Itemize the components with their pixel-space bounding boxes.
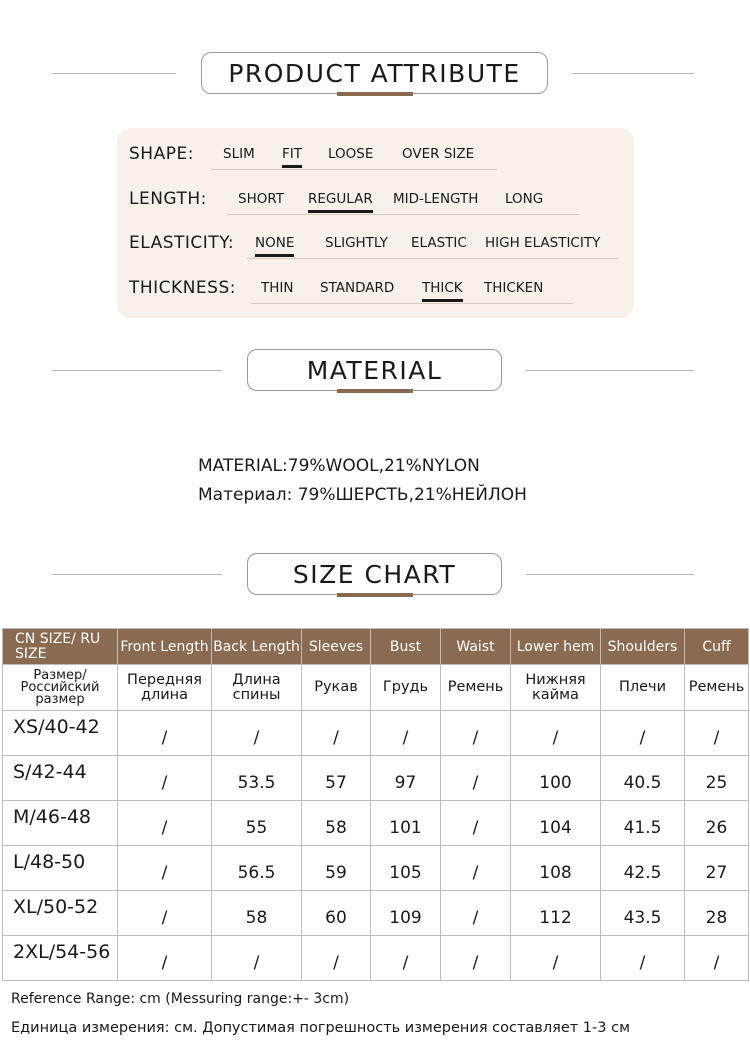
value-cell: 27 xyxy=(685,846,749,891)
header-cell: Front Length xyxy=(118,629,212,665)
value-cell: / xyxy=(511,936,601,981)
table-header-row xyxy=(3,629,749,665)
material-en: MATERIAL:79%WOOL,21%NYLON xyxy=(198,456,480,476)
header-cell: CN SIZE/ RU SIZE xyxy=(3,629,118,665)
value-cell: 58 xyxy=(212,891,302,936)
value-cell: / xyxy=(511,711,601,756)
header-cell: Cuff xyxy=(685,629,749,665)
subheader-cell: Грудь xyxy=(371,665,441,711)
subheader-cell: Плечи xyxy=(601,665,685,711)
section-title: MATERIAL xyxy=(306,355,443,385)
option-thicken: THICKEN xyxy=(484,280,544,296)
size-cell: M/46-48 xyxy=(3,801,118,846)
attribute-panel xyxy=(117,128,634,318)
option-elastic: ELASTIC xyxy=(411,235,467,251)
divider-left xyxy=(52,370,222,371)
row-baseline xyxy=(247,258,619,259)
row-baseline xyxy=(211,169,497,170)
value-cell: 59 xyxy=(302,846,371,891)
value-cell: 100 xyxy=(511,756,601,801)
option-slim: SLIM xyxy=(223,146,255,162)
option-slightly: SLIGHTLY xyxy=(325,235,388,251)
value-cell: / xyxy=(371,936,441,981)
option-high-elasticity: HIGH ELASTICITY xyxy=(485,235,601,251)
divider-right xyxy=(526,574,694,575)
section-title-box xyxy=(247,553,502,595)
attribute-label: ELASTICITY: xyxy=(129,233,235,253)
value-cell: / xyxy=(118,756,212,801)
value-cell: / xyxy=(441,891,511,936)
section-title: PRODUCT ATTRIBUTE xyxy=(228,58,521,88)
value-cell: 25 xyxy=(685,756,749,801)
value-cell: 58 xyxy=(302,801,371,846)
value-cell: 105 xyxy=(371,846,441,891)
value-cell: / xyxy=(441,711,511,756)
value-cell: / xyxy=(441,936,511,981)
divider-left xyxy=(52,574,222,575)
value-cell: 41.5 xyxy=(601,801,685,846)
table-row xyxy=(3,891,749,936)
value-cell: 42.5 xyxy=(601,846,685,891)
option-mid-length: MID-LENGTH xyxy=(393,191,479,207)
value-cell: 108 xyxy=(511,846,601,891)
value-cell: 101 xyxy=(371,801,441,846)
header-cell: Back Length xyxy=(212,629,302,665)
value-cell: / xyxy=(302,936,371,981)
table-subheader-row xyxy=(3,665,749,711)
title-underline xyxy=(337,593,413,597)
header-cell: Shoulders xyxy=(601,629,685,665)
value-cell: / xyxy=(685,936,749,981)
value-cell: / xyxy=(601,936,685,981)
table-row xyxy=(3,936,749,981)
value-cell: 55 xyxy=(212,801,302,846)
row-baseline xyxy=(227,214,579,215)
section-title-box xyxy=(247,349,502,391)
option-long: LONG xyxy=(505,191,544,207)
value-cell: / xyxy=(441,846,511,891)
table-row xyxy=(3,756,749,801)
value-cell: 57 xyxy=(302,756,371,801)
subheader-cell: Ремень xyxy=(685,665,749,711)
value-cell: 40.5 xyxy=(601,756,685,801)
value-cell: / xyxy=(441,801,511,846)
value-cell: 104 xyxy=(511,801,601,846)
option-short: SHORT xyxy=(238,191,284,207)
footer-note-ru: Единица измерения: см. Допустимая погрешность измерения составляет 1-3 см xyxy=(11,1020,631,1036)
value-cell: 60 xyxy=(302,891,371,936)
divider-left xyxy=(52,73,176,74)
attribute-label: SHAPE: xyxy=(129,144,194,164)
attribute-label: THICKNESS: xyxy=(129,278,236,298)
value-cell: / xyxy=(441,756,511,801)
attribute-label: LENGTH: xyxy=(129,189,207,209)
value-cell: / xyxy=(371,711,441,756)
value-cell: / xyxy=(118,801,212,846)
header-cell: Sleeves xyxy=(302,629,371,665)
subheader-cell: Рукав xyxy=(302,665,371,711)
value-cell: / xyxy=(212,936,302,981)
value-cell: 26 xyxy=(685,801,749,846)
subheader-cell: Ремень xyxy=(441,665,511,711)
value-cell: / xyxy=(302,711,371,756)
size-table xyxy=(2,628,749,981)
subheader-cell: Передняя длина xyxy=(118,665,212,711)
header-cell: Waist xyxy=(441,629,511,665)
size-cell: XL/50-52 xyxy=(3,891,118,936)
value-cell: 97 xyxy=(371,756,441,801)
value-cell: / xyxy=(685,711,749,756)
value-cell: / xyxy=(601,711,685,756)
value-cell: / xyxy=(118,936,212,981)
value-cell: / xyxy=(212,711,302,756)
option-thick-selected: THICK xyxy=(422,280,463,296)
option-fit-selected: FIT xyxy=(282,146,302,162)
value-cell: 43.5 xyxy=(601,891,685,936)
value-cell: / xyxy=(118,891,212,936)
footer-note-en: Reference Range: cm (Messuring range:+- 3cm) xyxy=(11,991,350,1007)
value-cell: 53.5 xyxy=(212,756,302,801)
title-underline xyxy=(337,92,413,96)
value-cell: 112 xyxy=(511,891,601,936)
option-regular-selected: REGULAR xyxy=(308,191,373,207)
table-row xyxy=(3,801,749,846)
section-title: SIZE CHART xyxy=(292,559,457,589)
subheader-cell: Нижняя кайма xyxy=(511,665,601,711)
value-cell: 28 xyxy=(685,891,749,936)
option-none-selected: NONE xyxy=(255,235,295,251)
option-thin: THIN xyxy=(261,280,294,296)
value-cell: 109 xyxy=(371,891,441,936)
header-cell: Bust xyxy=(371,629,441,665)
section-title-box xyxy=(201,52,548,94)
table-row xyxy=(3,711,749,756)
subheader-cell: Размер/ Российский размер xyxy=(3,665,118,711)
header-cell: Lower hem xyxy=(511,629,601,665)
size-cell: L/48-50 xyxy=(3,846,118,891)
value-cell: 56.5 xyxy=(212,846,302,891)
size-cell: S/42-44 xyxy=(3,756,118,801)
option-standard: STANDARD xyxy=(320,280,395,296)
material-ru: Материал: 79%ШЕРСТЬ,21%НЕЙЛОН xyxy=(198,485,527,505)
size-cell: 2XL/54-56 xyxy=(3,936,118,981)
value-cell: / xyxy=(118,711,212,756)
divider-right xyxy=(572,73,694,74)
size-cell: XS/40-42 xyxy=(3,711,118,756)
option-over-size: OVER SIZE xyxy=(402,146,475,162)
value-cell: / xyxy=(118,846,212,891)
table-row xyxy=(3,846,749,891)
subheader-cell: Длина спины xyxy=(212,665,302,711)
row-baseline xyxy=(251,303,573,304)
title-underline xyxy=(337,389,413,393)
option-loose: LOOSE xyxy=(328,146,374,162)
divider-right xyxy=(526,370,694,371)
